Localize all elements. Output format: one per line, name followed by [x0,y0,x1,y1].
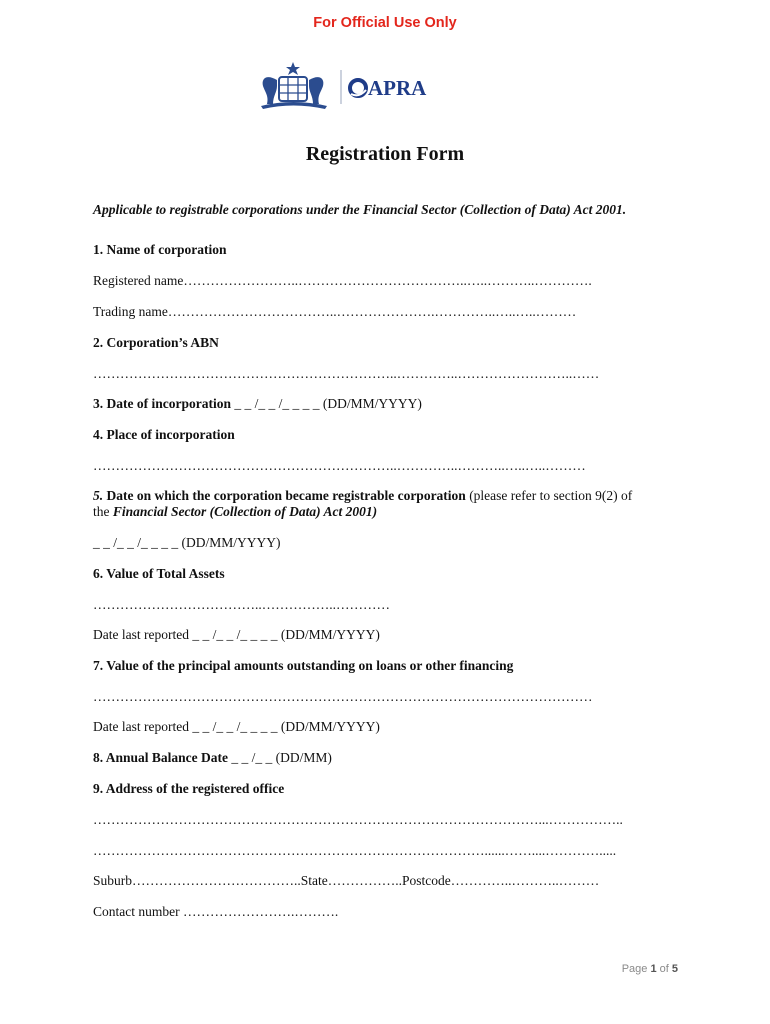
section-5-line2-prefix: the [93,504,113,519]
section-7-heading: 7. Value of the principal amounts outstanding on loans or other financing [93,658,514,673]
section-3-heading: 3. Date of incorporation [93,396,231,411]
suburb-state-postcode-field[interactable]: Suburb………………………………..State……………..Postcode…………..………..……… [93,873,600,888]
section-5-heading: Date on which the corporation became registrable corporation [103,488,466,503]
section-9-heading: 9. Address of the registered office [93,781,285,796]
official-use-banner: For Official Use Only [313,15,457,31]
form-subtitle: Applicable to registrable corporations under the Financial Sector (Collection of Data) Act 2001. [93,202,627,217]
trading-name-field[interactable]: Trading name………………………………..………………….…………..…..…..……… [93,304,577,319]
loans-date-field[interactable]: Date last reported _ _ /_ _ /_ _ _ _ (DD/MM/YYYY) [93,719,380,734]
address-line-2-field[interactable]: ……………………………………………………………………………......……....…………..... [93,843,617,858]
total-pages: 5 [671,963,678,975]
loans-value-field[interactable]: ………………………………………………………………………………………………… [93,689,593,704]
incorporation-date-field[interactable]: _ _ /_ _ /_ _ _ _ (DD/MM/YYYY) [230,396,422,411]
current-page: 1 [650,963,657,975]
section-5-number: 5. [93,488,104,503]
coat-of-arms-icon [255,60,465,112]
registrable-date-field[interactable]: _ _ /_ _ /_ _ _ _ (DD/MM/YYYY) [93,535,281,550]
section-5-line-2 [93,504,377,520]
apra-wordmark: APRA [368,76,427,100]
section-2-heading: 2. Corporation’s ABN [93,335,219,350]
section-8-heading: 8. Annual Balance Date [93,750,229,765]
total-assets-field[interactable]: ………………………………..……………..………… [93,597,390,612]
logo-lockup [255,60,465,112]
total-assets-date-field[interactable]: Date last reported _ _ /_ _ /_ _ _ _ (DD/MM/YYYY) [93,627,380,642]
incorporation-date-row [93,396,422,412]
annual-balance-row [93,750,332,766]
act-reference: Financial Sector (Collection of Data) Act 2001) [112,504,378,519]
page-of: of [656,963,672,975]
section-1-heading: 1. Name of corporation [93,242,227,257]
page-prefix: Page [621,963,651,975]
place-of-incorporation-field[interactable]: …………………………………………………………..…………..………..…..…..……… [93,458,586,473]
abn-field[interactable]: …………………………………………………………..…………..……………………..…… [93,366,600,381]
section-4-heading: 4. Place of incorporation [93,427,235,442]
contact-number-field[interactable]: Contact number …………………….………. [93,904,339,919]
page-number [622,963,678,975]
section-5-note: (please refer to section 9(2) of [465,488,633,503]
registered-name-field[interactable]: Registered name……………………..………………………………..…..………..…………. [93,273,592,288]
annual-balance-date-field[interactable]: _ _ /_ _ (DD/MM) [228,750,332,765]
page-title: Registration Form [305,143,465,165]
section-5-line-1 [93,488,632,504]
section-6-heading: 6. Value of Total Assets [93,566,225,581]
address-line-1-field[interactable]: ………………………………………………………………………………………...…………….. [93,812,623,827]
